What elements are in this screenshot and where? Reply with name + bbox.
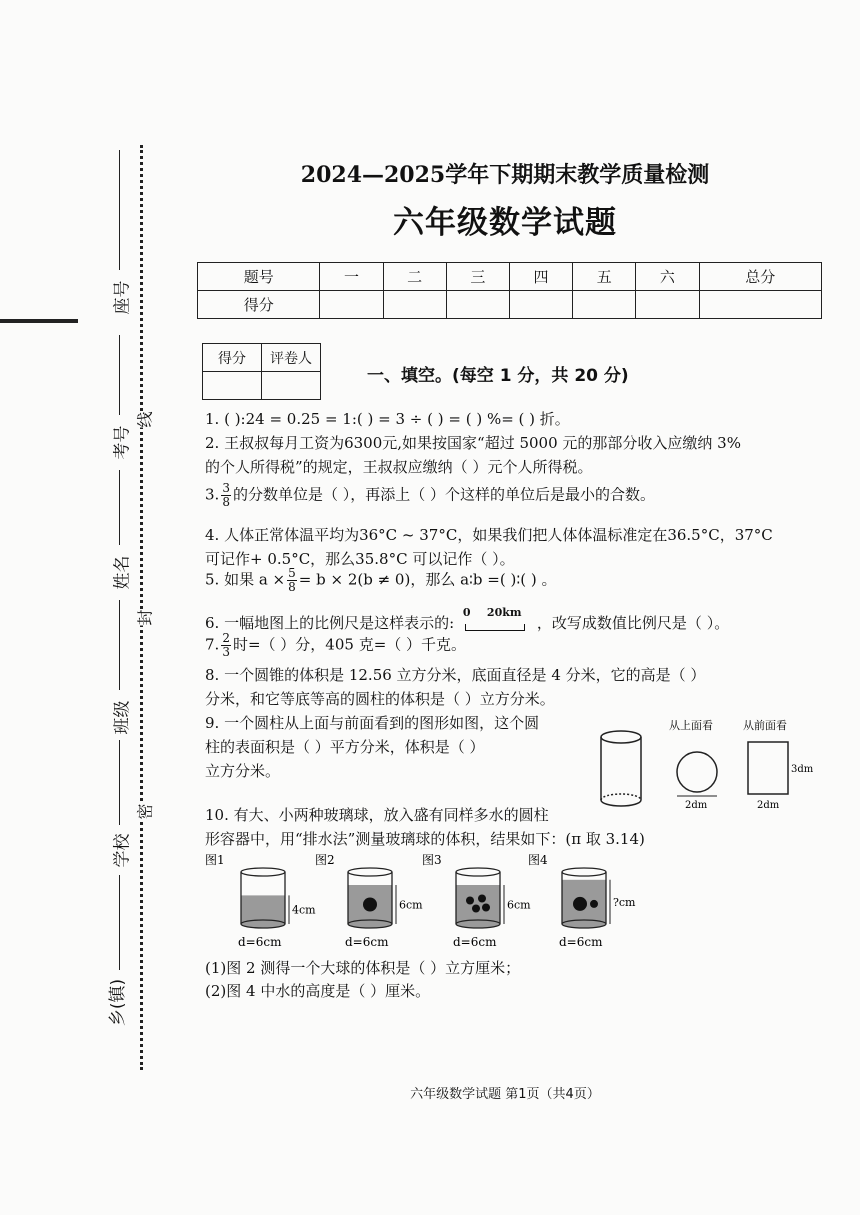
scan-mark <box>0 319 78 323</box>
question-10-line-2: 形容器中，用“排水法”测量玻璃球的体积，结果如下：(π 取 3.14) <box>205 830 645 848</box>
score-cell[interactable] <box>573 291 636 319</box>
fraction-denominator: 8 <box>222 495 230 509</box>
question-3 <box>205 482 655 509</box>
question-9-line-1: 9. 一个圆柱从上面与前面看到的图形如图，这个圆 <box>205 714 540 732</box>
question-10-sub-1: (1)图 2 测得一个大球的体积是（ ）立方厘米； <box>205 959 521 977</box>
score-col-total: 总分 <box>699 263 821 291</box>
score-col-6: 六 <box>636 263 699 291</box>
water-height-label: 6cm <box>399 898 423 912</box>
front-view-rectangle <box>748 742 788 794</box>
question-7 <box>205 632 466 659</box>
name-blank <box>119 470 120 545</box>
question-5 <box>205 567 557 594</box>
water-height-label: ?cm <box>613 895 636 909</box>
score-table-header-row <box>198 263 822 291</box>
score-row-label: 得分 <box>198 291 320 319</box>
figure-label: 图3 <box>422 853 442 867</box>
top-view-circle <box>677 752 717 792</box>
question-3-text: 的分数单位是（ ），再添上（ ）个这样的单位后是最小的合数。 <box>232 485 655 504</box>
question-7-prefix: 7. <box>205 635 220 654</box>
scale-km-label: 20km <box>486 606 522 619</box>
diameter-label: d=6cm <box>238 935 282 949</box>
score-cell[interactable] <box>320 291 383 319</box>
cylinder-3d <box>601 731 641 806</box>
glass-ball <box>573 897 587 911</box>
grader-score-cell[interactable] <box>203 372 262 400</box>
question-5-prefix: 5. 如果 a × <box>205 570 286 589</box>
beaker-rim <box>348 868 392 876</box>
front-view-height-label: 3dm <box>791 764 814 775</box>
score-table-score-row <box>198 291 822 319</box>
diameter-label: d=6cm <box>559 935 603 949</box>
front-view-width-label: 2dm <box>757 800 780 811</box>
figure-label: 图1 <box>205 853 225 867</box>
question-9-line-3: 立方分米。 <box>205 762 281 780</box>
glass-ball <box>482 904 490 912</box>
top-view-label: 从上面看 <box>669 719 713 732</box>
glass-ball <box>478 895 486 903</box>
score-col-5: 五 <box>573 263 636 291</box>
grader-score-label: 得分 <box>203 344 262 372</box>
school-blank <box>119 740 120 825</box>
seat-label: 座号 <box>112 280 133 315</box>
question-10-sub-2: (2)图 4 中水的高度是（ ）厘米。 <box>205 982 431 1000</box>
question-9-line-2: 柱的表面积是（ ）平方分米，体积是（ ） <box>205 738 485 756</box>
school-label: 学校 <box>112 833 133 868</box>
exam-title: 六年级数学试题 <box>393 205 617 241</box>
score-col-3: 三 <box>446 263 509 291</box>
question-7-text: 时=（ ）分，405 克=（ ）千克。 <box>232 635 467 654</box>
section-title: 一、填空。(每空 1 分，共 20 分) <box>367 366 629 386</box>
fraction-denominator: 3 <box>222 645 230 659</box>
front-view-label: 从前面看 <box>743 719 787 732</box>
question-1: 1. ( ):24 = 0.25 = 1:( ) = 3 ÷ ( ) = ( ) %= ( ) 折。 <box>205 410 570 428</box>
question-6-prefix: 6. 一幅地图上的比例尺是这样表示的: <box>205 614 455 632</box>
glass-ball <box>466 897 474 905</box>
diameter-label: d=6cm <box>345 935 389 949</box>
water-height-label: 6cm <box>507 898 531 912</box>
page-footer: 六年级数学试题 第1页（共4页） <box>410 1087 600 1102</box>
name-label: 姓名 <box>112 555 133 590</box>
glass-ball <box>590 900 598 908</box>
score-header-label: 题号 <box>198 263 320 291</box>
fraction-numerator: 3 <box>222 481 230 495</box>
score-table <box>197 262 822 319</box>
scale-bar <box>459 606 537 633</box>
grader-name-label: 评卷人 <box>262 344 321 372</box>
beaker-water <box>456 885 500 924</box>
fraction-numerator: 2 <box>222 631 230 645</box>
town-blank <box>119 875 120 970</box>
exam-subtitle: 2024—2025学年下期期末教学质量检测 <box>300 162 710 188</box>
grader-name-cell[interactable] <box>262 372 321 400</box>
question-8-line-2: 分米，和它等底等高的圆柱的体积是（ ）立方分米。 <box>205 690 555 708</box>
score-cell[interactable] <box>699 291 821 319</box>
town-label: 乡(镇) <box>108 978 129 1027</box>
score-col-1: 一 <box>320 263 383 291</box>
beaker-figure <box>200 850 640 950</box>
seal-seal-mark: 封 <box>133 609 156 625</box>
grader-table <box>202 343 321 400</box>
fraction-numerator: 5 <box>288 566 296 580</box>
score-cell[interactable] <box>446 291 509 319</box>
beaker-rim <box>456 868 500 876</box>
question-3-prefix: 3. <box>205 485 220 504</box>
fraction <box>221 632 231 659</box>
binding-dotted-line <box>140 145 143 1070</box>
score-col-4: 四 <box>509 263 572 291</box>
question-6 <box>205 606 730 633</box>
class-label: 班级 <box>112 700 133 735</box>
beaker-base <box>241 920 285 928</box>
class-blank <box>119 600 120 690</box>
score-col-2: 二 <box>383 263 446 291</box>
question-4-line-2: 可记作+ 0.5°C，那么35.8°C 可以记作（ ）。 <box>205 550 515 568</box>
beaker-base <box>562 920 606 928</box>
score-cell[interactable] <box>383 291 446 319</box>
score-cell[interactable] <box>509 291 572 319</box>
seal-secret-mark: 密 <box>133 803 156 819</box>
top-view-diameter-label: 2dm <box>685 800 708 811</box>
beaker-rim <box>241 868 285 876</box>
exam-no-label: 考号 <box>112 425 133 460</box>
scale-zero-label: 0 <box>462 606 471 619</box>
question-5-text: = b × 2(b ≠ 0)，那么 a∶b =( )∶( ) 。 <box>298 570 557 589</box>
diameter-label: d=6cm <box>453 935 497 949</box>
glass-ball <box>472 905 480 913</box>
question-4-line-1: 4. 人体正常体温平均为36°C ~ 37°C，如果我们把人体体温标准定在36.5°C，37°C <box>205 526 773 544</box>
water-height-label: 4cm <box>292 903 316 917</box>
beaker-base <box>456 920 500 928</box>
question-6-suffix: ，改写成数值比例尺是（ ）。 <box>536 614 730 632</box>
fraction-denominator: 8 <box>288 580 296 594</box>
figure-label: 图2 <box>315 853 335 867</box>
beaker-base <box>348 920 392 928</box>
fraction <box>287 567 297 594</box>
cylinder-views-figure <box>595 712 825 822</box>
seal-line-mark: 线 <box>133 411 156 427</box>
score-cell[interactable] <box>636 291 699 319</box>
question-2-line-2: 的个人所得税”的规定，王叔叔应缴纳（ ）元个人所得税。 <box>205 458 593 476</box>
exam-no-blank <box>119 335 120 415</box>
glass-ball <box>363 898 377 912</box>
question-8-line-1: 8. 一个圆锥的体积是 12.56 立方分米，底面直径是 4 分米，它的高是（ ） <box>205 666 706 684</box>
fraction <box>221 482 231 509</box>
question-2-line-1: 2. 王叔叔每月工资为6300元,如果按国家“超过 5000 元的那部分收入应缴纳 3% <box>205 434 741 452</box>
beaker-rim <box>562 868 606 876</box>
question-10-line-1: 10. 有大、小两种玻璃球，放入盛有同样多水的圆柱 <box>205 806 549 824</box>
scale-segment <box>465 624 525 631</box>
figure-label: 图4 <box>528 853 548 867</box>
